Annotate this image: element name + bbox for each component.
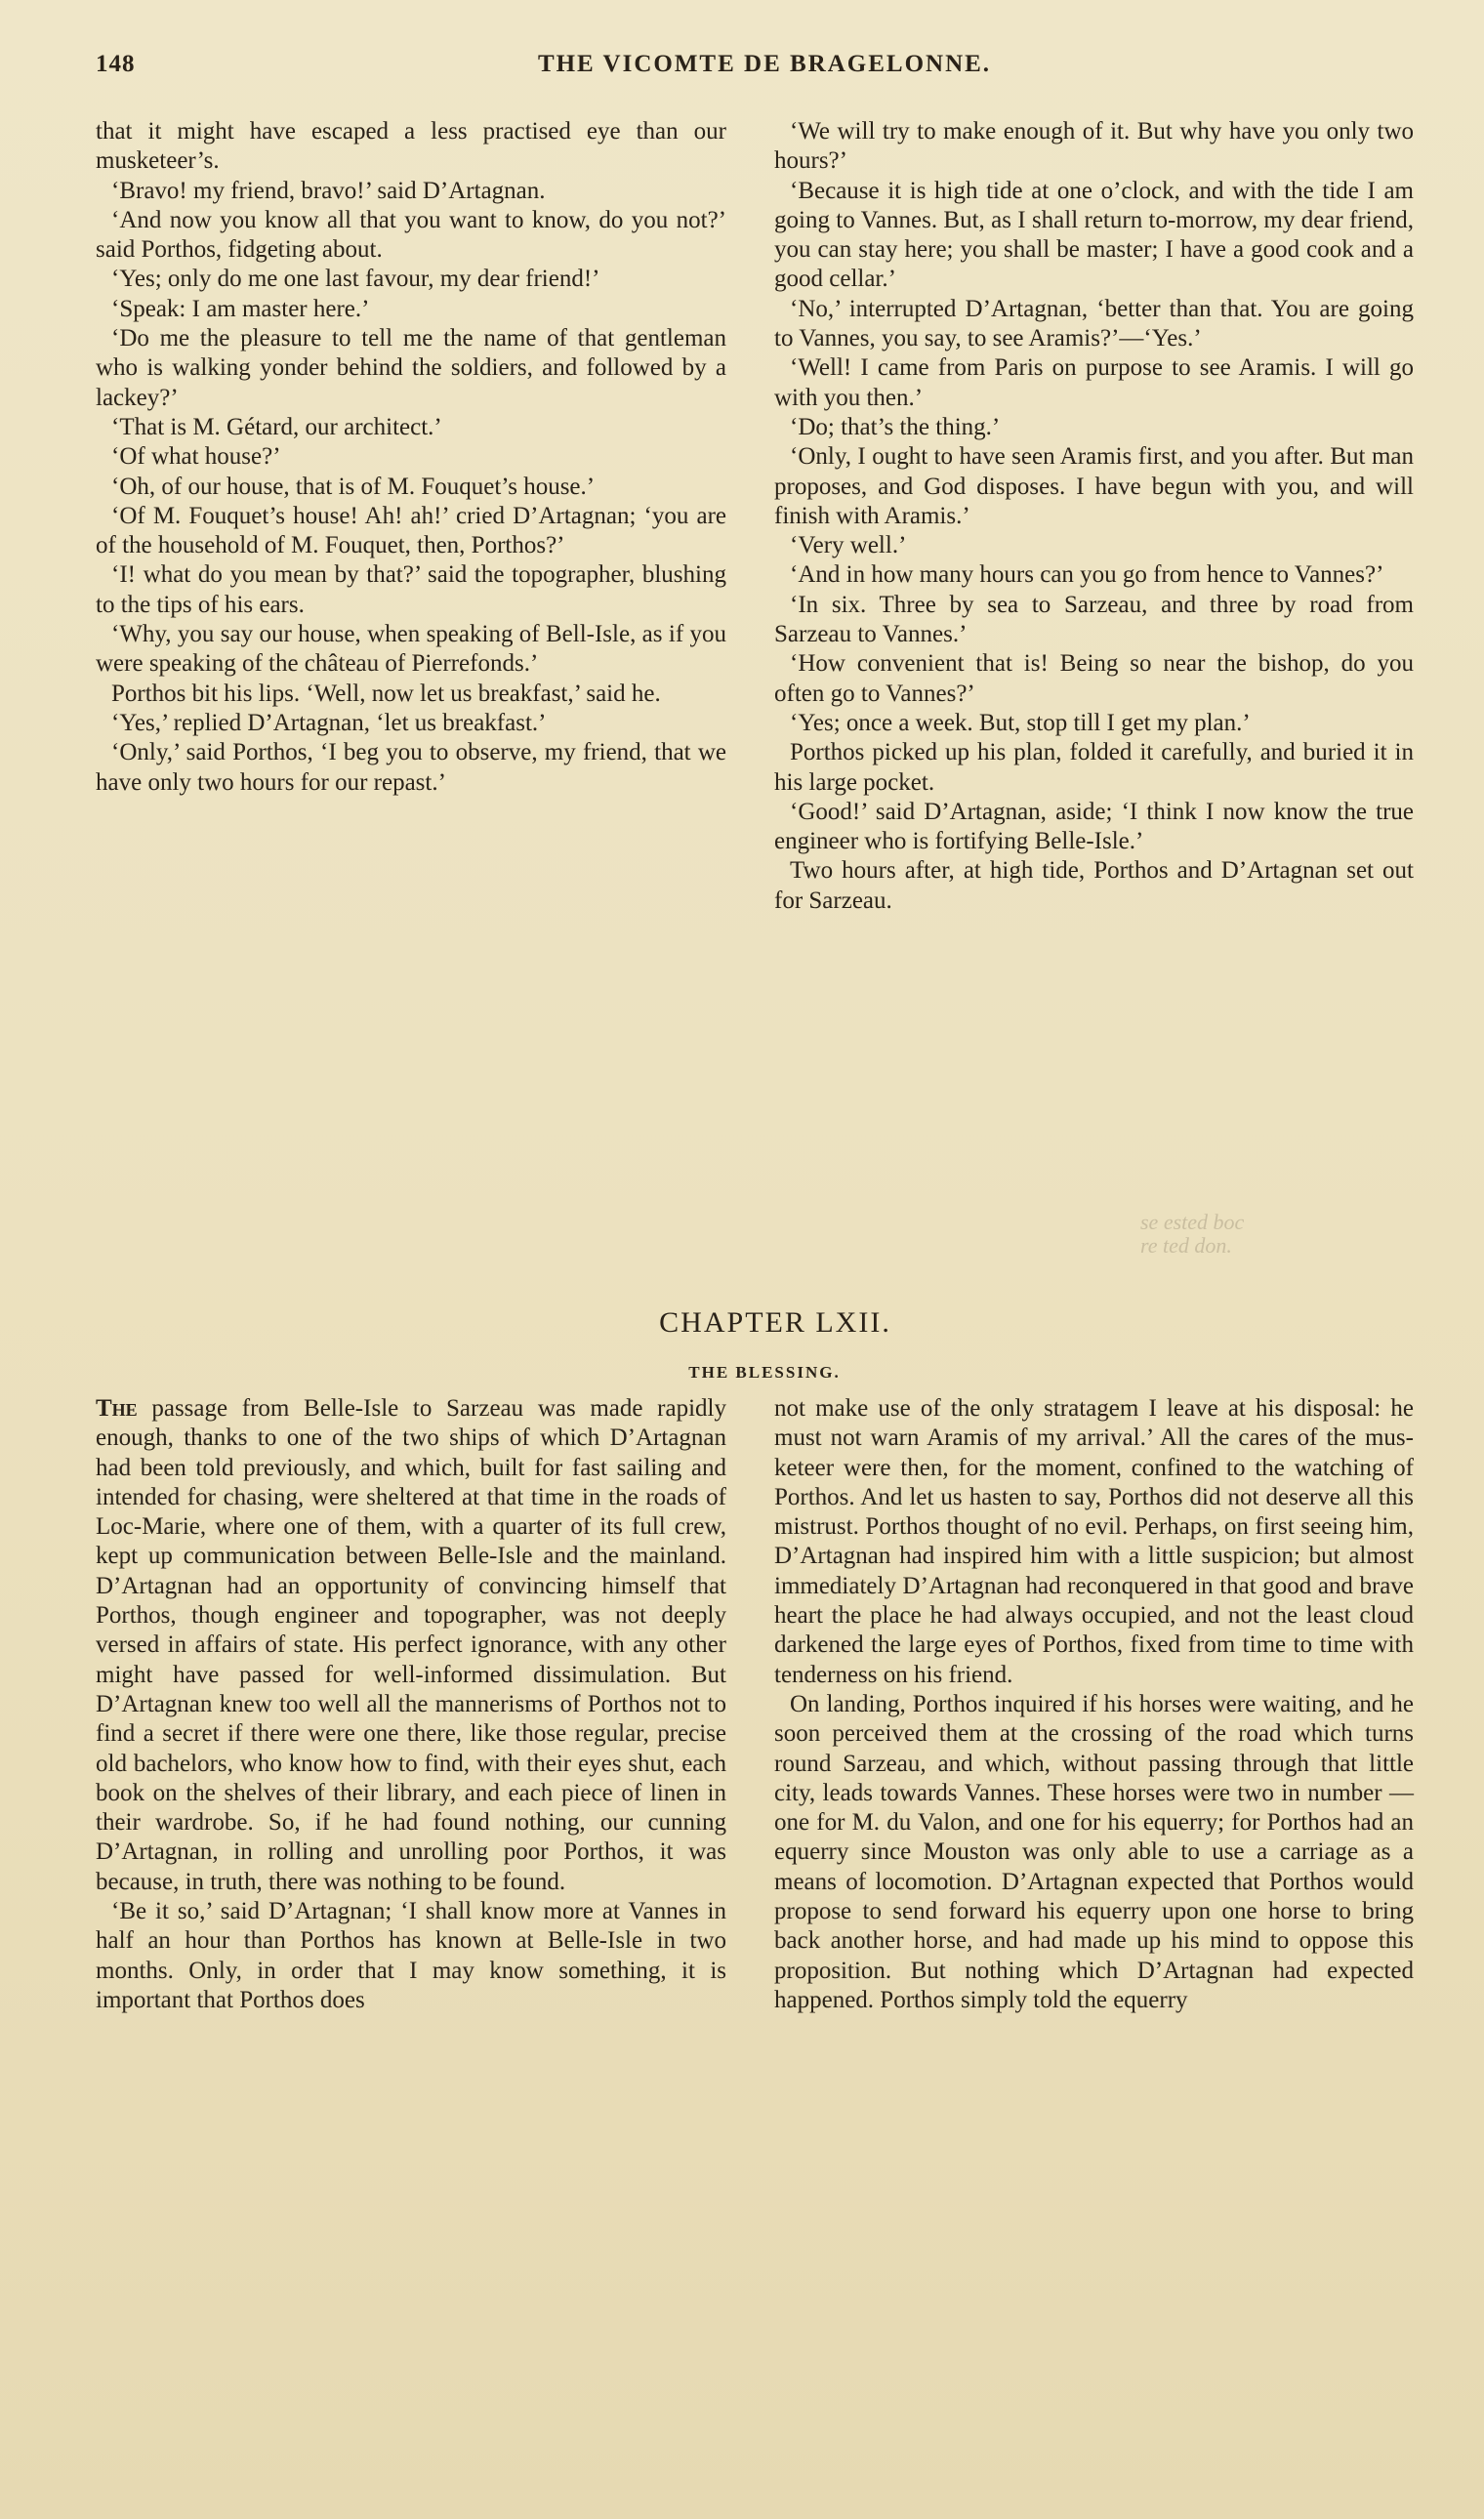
paragraph: ‘I! what do you mean by that?’ said the topographer, blushing to the tips of his ears.	[96, 561, 726, 618]
paragraph: ‘Only, I ought to have seen Aramis first, and you after. But man proposes, and God disposes. I have begun with you, and will finish with Aramis.’	[774, 443, 1414, 529]
opening-text: passage from Belle-Isle to Sarzeau was made rapidly enough, thanks to one of the two ships of which D’Artagnan had been told previously, and which, built for fast sailing and intended for chasing, were sheltered at that time in the roads of Loc-Marie, where one of them, with a quarter of its full crew, kept up communication between Belle-Isle and the mainland. D’Artagnan had an opportunity of convincing himself that Porthos, though engineer and topographer, was not deeply versed in affairs of state. His perfect ignorance, with any other might have passed for well-informed dissimulation. But D’Artagnan knew too well all the mannerisms of Porthos not to find a secret if there were one there, like those regular, precise old bachelors, who know how to find, with their eyes shut, each book on the shelves of their library, and each piece of linen in their wardrobe. So, if he had found nothing, our cunning D’Artagnan, in rolling and unrolling poor Porthos, it was because, in truth, there was nothing to be found.	[96, 1395, 726, 1895]
paragraph: ‘Good!’ said D’Artagnan, aside; ‘I think I now know the true engineer who is fortifying Belle-Isle.’	[774, 798, 1414, 855]
chapter-title: CHAPTER LXII.	[659, 1306, 891, 1339]
paragraph: ‘Very well.’	[790, 532, 907, 559]
drop-word: The	[96, 1395, 138, 1422]
paragraph: ‘We will try to make enough of it. But why have you only two hours?’	[774, 118, 1414, 175]
bleed-through-line: se ested boc	[1140, 1210, 1245, 1234]
book-title: THE VICOMTE DE BRAGELONNE.	[537, 51, 992, 77]
paragraph: ‘Yes; once a week. But, stop till I get my plan.’	[790, 709, 1251, 736]
paragraph: Porthos picked up his plan, folded it carefully, and buried it in his large pocket.	[774, 739, 1414, 796]
paragraph: not make use of the only stratagem I leave at his disposal: he must not warn Aramis of my arrival.’ All the cares of the musketeer were then, for the moment, confined to the watching of Porthos. And let us hasten to say, Porthos did not deserve all this mistrust. Porthos thought of no evil. Perhaps, on first seeing him, D’Artagnan had inspired him with a little suspicion; but almost immediately D’Artagnan had reconquered in that good and brave heart the place he had always occupied, and not the least cloud darkened the large eyes of Porthos, fixed from time to time with tenderness on his friend.	[774, 1395, 1414, 1688]
bottom-left-column	[96, 1394, 726, 2015]
paragraph: ‘And now you know all that you want to know, do you not?’ said Porthos, fidgeting about.	[96, 206, 726, 264]
paragraph: ‘Of what house?’	[111, 443, 281, 471]
opening-paragraph	[96, 1394, 726, 1897]
paragraph: ‘In six. Three by sea to Sarzeau, and three by road from Sarzeau to Vannes.’	[774, 591, 1414, 648]
paragraph: ‘That is M. Gétard, our architect.’	[111, 413, 442, 440]
paragraph: ‘Because it is high tide at one o’clock, and with the tide I am going to Vannes. But, as I shall return to-morrow, my dear friend, you can stay here; you shall be master; I have a good cook and a good cellar.’	[774, 177, 1414, 293]
paragraph: ‘No,’ interrupted D’Artagnan, ‘better than that. You are going to Vannes, you say, to see Aramis?’—‘Yes.’	[774, 295, 1414, 352]
paragraph: ‘Do me the pleasure to tell me the name of that gentleman who is walking yonder behind the soldiers, and followed by a lackey?’	[96, 325, 726, 411]
paragraph: Two hours after, at high tide, Porthos and D’Artagnan set out for Sarzeau.	[774, 857, 1414, 914]
paragraph: Porthos bit his lips. ‘Well, now let us breakfast,’ said he.	[111, 680, 661, 707]
chapter-subtitle: THE BLESSING.	[688, 1363, 841, 1382]
paragraph: ‘Well! I came from Paris on purpose to see Aramis. I will go with you then.’	[774, 354, 1414, 411]
paragraph: ‘And in how many hours can you go from hence to Vannes?’	[790, 561, 1384, 589]
running-head	[96, 51, 1433, 90]
paragraph: ‘Oh, of our house, that is of M. Fouquet’s house.’	[111, 473, 596, 500]
paragraph: ‘Yes; only do me one last favour, my dear friend!’	[111, 266, 600, 293]
top-right-column	[774, 117, 1414, 916]
top-left-column	[96, 117, 726, 798]
paragraph: ‘Do; that’s the thing.’	[790, 413, 1001, 440]
paragraph: ‘Speak: I am master here.’	[111, 295, 370, 322]
paragraph: On landing, Porthos inquired if his horses were waiting, and he soon perceived them at the crossing of the road which turns round Sarzeau, and which, without passing through that little city, leads towards Vannes. These horses were two in number —one for M. du Valon, and one for his equerry; for Porthos had an equerry since Mouston was only able to use a carriage as a means of locomotion. D’Artagnan expected that Porthos would propose to send forward his equerry upon one horse to bring back another horse, and had made up his mind to oppose this proposition. But nothing which D’Artagnan had expected happened. Porthos simply told the equerry	[774, 1690, 1414, 2013]
paragraph: ‘Only,’ said Porthos, ‘I beg you to observe, my friend, that we have only two hours for our repast.’	[96, 739, 726, 796]
bottom-right-column	[774, 1394, 1414, 2015]
paragraph: ‘How convenient that is! Being so near the bishop, do you often go to Vannes?’	[774, 650, 1414, 707]
bleed-through-text	[1140, 1211, 1244, 1258]
paragraph: ‘Be it so,’ said D’Artagnan; ‘I shall know more at Vannes in half an hour than Porthos has known at Belle-Isle in two months. Only, in order that I may know something, it is important that Porthos does	[96, 1898, 726, 2013]
paragraph: ‘Yes,’ replied D’Artagnan, ‘let us breakfast.’	[111, 709, 547, 736]
chapter-heading	[96, 1306, 1414, 1383]
paragraph: ‘Why, you say our house, when speaking of Bell-Isle, as if you were speaking of the château of Pierrefonds.’	[96, 621, 726, 678]
paragraph: that it might have escaped a less practised eye than our musketeer’s.	[96, 118, 726, 175]
page-number: 148	[96, 51, 136, 77]
paragraph: ‘Of M. Fouquet’s house! Ah! ah!’ cried D’Artagnan; ‘you are of the household of M. Fouquet, then, Porthos?’	[96, 502, 726, 559]
paragraph: ‘Bravo! my friend, bravo!’ said D’Artagnan.	[111, 177, 546, 204]
bleed-through-line: re ted don.	[1140, 1233, 1232, 1258]
